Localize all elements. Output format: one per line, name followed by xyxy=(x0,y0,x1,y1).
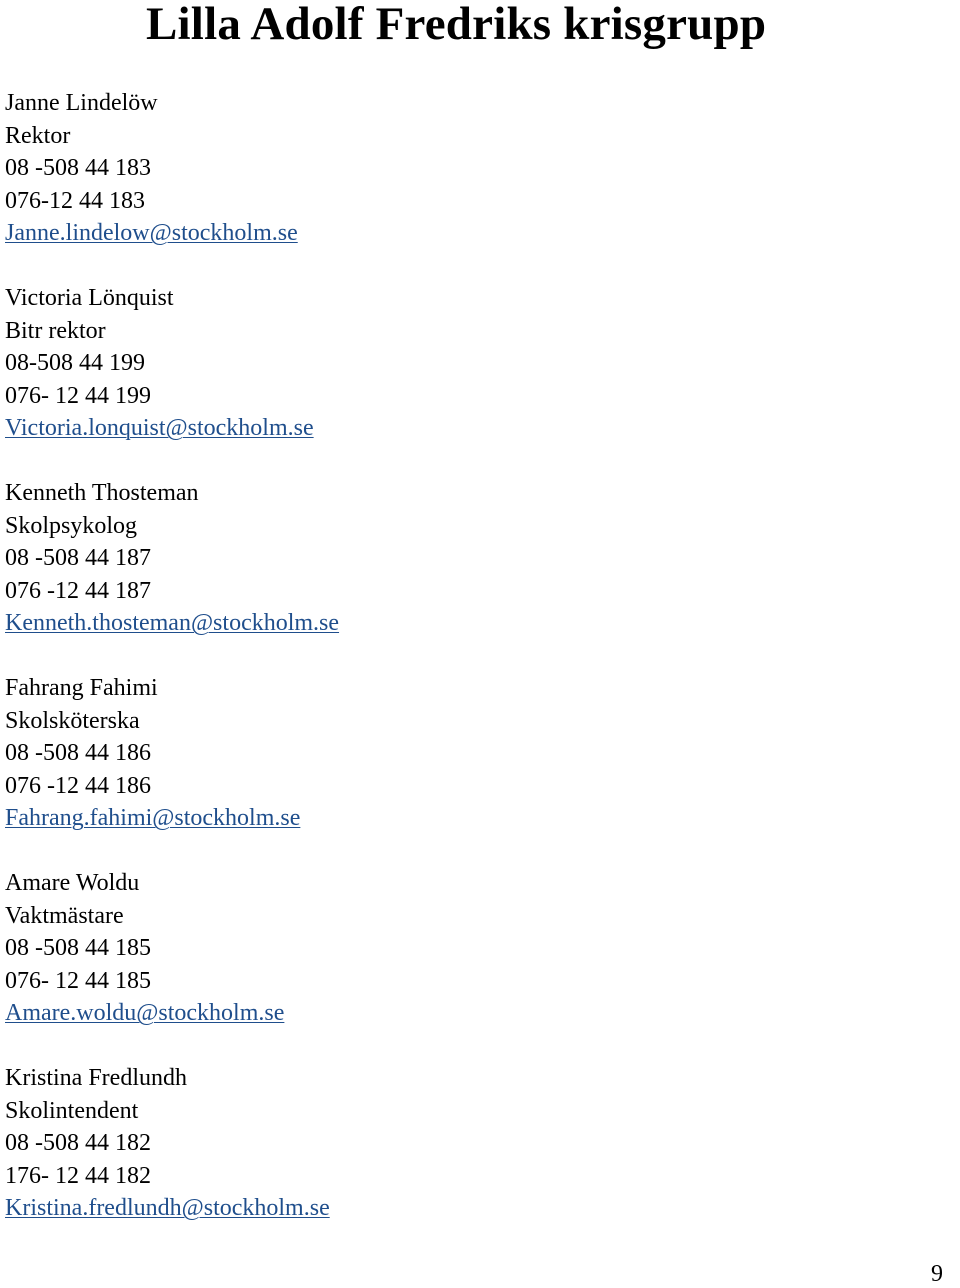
contact-list xyxy=(5,87,905,1257)
contact-name: Fahrang Fahimi xyxy=(5,675,158,701)
contact-mobile: 176- 12 44 182 xyxy=(5,1162,151,1189)
contact-name: Kristina Fredlundh xyxy=(5,1065,187,1091)
contact-phone: 08 -508 44 187 xyxy=(5,545,151,571)
contact-mobile: 076- 12 44 199 xyxy=(5,382,151,409)
page-title: Lilla Adolf Fredriks krisgrupp xyxy=(146,0,767,50)
contact-email-link[interactable]: Kenneth.thosteman@stockholm.se xyxy=(5,610,340,636)
contact-mobile: 076-12 44 183 xyxy=(5,187,145,214)
contact-email-link[interactable]: Victoria.lonquist@stockholm.se xyxy=(5,415,314,441)
contact-mobile: 076 -12 44 186 xyxy=(5,772,151,799)
contact-name: Janne Lindelöw xyxy=(5,90,158,116)
contact-role: Skolsköterska xyxy=(5,707,140,734)
contact-phone: 08 -508 44 185 xyxy=(5,935,151,961)
page-number: 9 xyxy=(931,1261,943,1287)
contact-email-link[interactable]: Janne.lindelow@stockholm.se xyxy=(5,220,298,246)
contact-role: Vaktmästare xyxy=(5,902,124,929)
contact-role: Bitr rektor xyxy=(5,317,106,344)
contact-name: Amare Woldu xyxy=(5,870,140,896)
contact-mobile: 076 -12 44 187 xyxy=(5,577,151,604)
contact-email-link[interactable]: Kristina.fredlundh@stockholm.se xyxy=(5,1195,330,1221)
contact-phone: 08 -508 44 182 xyxy=(5,1130,151,1156)
contact-card xyxy=(5,1062,905,1225)
contact-name: Victoria Lönquist xyxy=(5,285,174,311)
contact-card xyxy=(5,282,905,445)
contact-phone: 08 -508 44 186 xyxy=(5,740,151,766)
contact-card xyxy=(5,87,905,250)
contact-phone: 08 -508 44 183 xyxy=(5,155,151,181)
contact-role: Rektor xyxy=(5,122,71,149)
contact-mobile: 076- 12 44 185 xyxy=(5,967,151,994)
contact-phone: 08-508 44 199 xyxy=(5,350,145,376)
contact-card xyxy=(5,867,905,1030)
contact-role: Skolpsykolog xyxy=(5,512,138,539)
contact-email-link[interactable]: Fahrang.fahimi@stockholm.se xyxy=(5,805,301,831)
contact-name: Kenneth Thosteman xyxy=(5,480,199,506)
contact-role: Skolintendent xyxy=(5,1097,139,1124)
contact-email-link[interactable]: Amare.woldu@stockholm.se xyxy=(5,1000,285,1026)
contact-card xyxy=(5,477,905,640)
contact-card xyxy=(5,672,905,835)
